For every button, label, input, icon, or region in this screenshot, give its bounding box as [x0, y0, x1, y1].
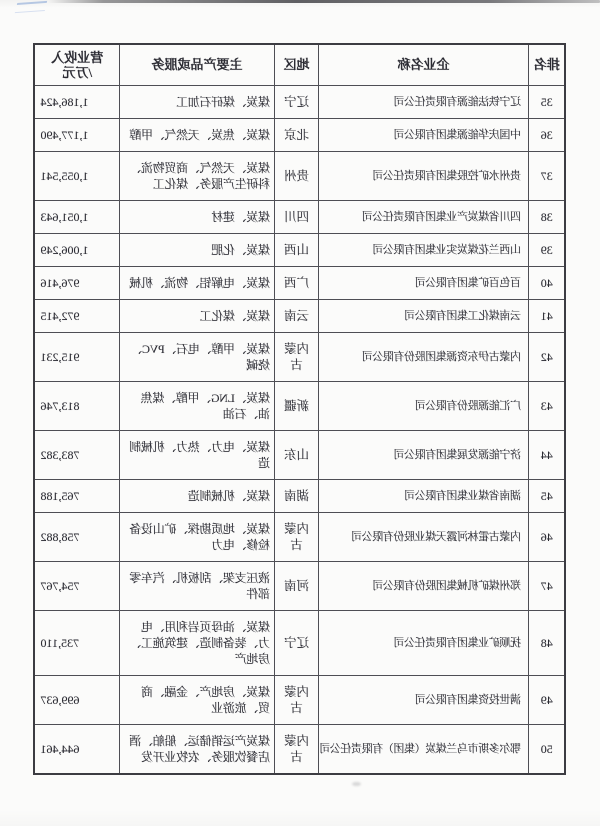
company-name-cell: 贵州水矿控股集团有限责任公司 [319, 152, 529, 201]
revenue-cell: 1,006,249 [35, 234, 120, 267]
region-cell: 内蒙古 [275, 676, 319, 725]
table-row [35, 86, 566, 119]
company-name-cell: 济宁能源发展集团有限公司 [319, 431, 529, 480]
company-name-cell: 湖南省煤业集团有限公司 [319, 480, 529, 513]
company-name-cell: 鄂尔多斯市乌兰煤炭（集团）有限责任公司 [319, 725, 529, 775]
company-name-cell: 四川省煤炭产业集团有限责任公司 [319, 201, 529, 234]
revenue-cell: 758,882 [35, 513, 120, 562]
company-name-cell: 山西兰花煤炭实业集团有限公司 [319, 234, 529, 267]
table-row [35, 611, 566, 676]
region-cell: 山东 [275, 431, 319, 480]
rank-cell: 40 [529, 267, 566, 300]
table-row [35, 234, 566, 267]
header-revenue-line2: /万元 [62, 65, 93, 80]
revenue-cell: 1,055,541 [35, 152, 120, 201]
table-row [35, 725, 566, 775]
rank-cell: 50 [529, 725, 566, 775]
rank-cell: 38 [529, 201, 566, 234]
region-cell: 四川 [275, 201, 319, 234]
products-cell: 煤炭、化肥 [120, 234, 275, 267]
region-cell: 新疆 [275, 382, 319, 431]
revenue-cell: 813,746 [35, 382, 120, 431]
rank-cell: 45 [529, 480, 566, 513]
products-cell: 煤炭、建材 [120, 201, 275, 234]
revenue-cell: 1,051,643 [35, 201, 120, 234]
products-cell: 煤炭、地质勘探、矿山设备检修、电力 [120, 513, 275, 562]
products-cell: 煤炭、LNG、甲醇、煤焦油、石油 [120, 382, 275, 431]
products-cell: 煤炭产运销储运、船舶、酒店餐饮服务、农牧业开发 [120, 725, 275, 775]
products-cell: 煤炭、甲醇、电石、PVC、烧碱 [120, 333, 275, 382]
company-name-cell: 内蒙古伊东资源集团股份有限公司 [319, 333, 529, 382]
header-revenue-line1: 营业收入 [51, 50, 104, 65]
products-cell: 液压支架、刮板机、汽车零部件 [120, 562, 275, 611]
region-cell: 辽宁 [275, 611, 319, 676]
table-row [35, 300, 566, 333]
region-cell: 辽宁 [275, 86, 319, 119]
rank-cell: 48 [529, 611, 566, 676]
rank-cell: 36 [529, 119, 566, 152]
rank-cell: 49 [529, 676, 566, 725]
revenue-cell: 976,416 [35, 267, 120, 300]
table-row [35, 431, 566, 480]
rank-cell: 39 [529, 234, 566, 267]
company-name-cell: 内蒙古霍林河露天煤业股份有限公司 [319, 513, 529, 562]
company-ranking-table [34, 43, 567, 775]
rank-cell: 42 [529, 333, 566, 382]
company-name-cell: 百色百矿集团有限公司 [319, 267, 529, 300]
region-cell: 云南 [275, 300, 319, 333]
header-company: 企业名称 [319, 44, 529, 86]
products-cell: 煤炭、机械制造 [120, 480, 275, 513]
region-cell: 内蒙古 [275, 333, 319, 382]
rank-cell: 43 [529, 382, 566, 431]
revenue-cell: 765,188 [35, 480, 120, 513]
table-row [35, 267, 566, 300]
table-row [35, 201, 566, 234]
table-row [35, 119, 566, 152]
rank-cell: 46 [529, 513, 566, 562]
table-row [35, 152, 566, 201]
region-cell: 内蒙古 [275, 513, 319, 562]
table-body [35, 86, 566, 775]
company-name-cell: 抚顺矿业集团有限责任公司 [319, 611, 529, 676]
region-cell: 广西 [275, 267, 319, 300]
revenue-cell: 699,637 [35, 676, 120, 725]
rank-cell: 35 [529, 86, 566, 119]
revenue-cell: 1,186,424 [35, 86, 120, 119]
products-cell: 煤炭、房地产、金融、商贸、旅游业 [120, 676, 275, 725]
table-row [35, 676, 566, 725]
rank-cell: 37 [529, 152, 566, 201]
table-row [35, 333, 566, 382]
products-cell: 煤炭、电力、热力、机械制造 [120, 431, 275, 480]
revenue-cell: 972,415 [35, 300, 120, 333]
region-cell: 内蒙古 [275, 725, 319, 775]
revenue-cell: 644,461 [35, 725, 120, 775]
products-cell: 煤炭、天然气、商贸物流、科研生产服务、煤化工 [120, 152, 275, 201]
company-name-cell: 郑州煤矿机械集团股份有限公司 [319, 562, 529, 611]
products-cell: 煤炭、煤化工 [120, 300, 275, 333]
products-cell: 煤炭、焦炭、天然气、甲醇 [120, 119, 275, 152]
revenue-cell: 735,110 [35, 611, 120, 676]
header-region: 地区 [275, 44, 319, 86]
table-row [35, 513, 566, 562]
header-products: 主要产品或服务 [120, 44, 275, 86]
company-name-cell: 满世投资集团有限公司 [319, 676, 529, 725]
revenue-cell: 783,382 [35, 431, 120, 480]
products-cell: 煤炭、电解铝、物流、机械 [120, 267, 275, 300]
products-cell: 煤炭、油母页岩利用、电力、装备制造、建筑施工、房地产 [120, 611, 275, 676]
header-row [35, 44, 566, 86]
region-cell: 贵州 [275, 152, 319, 201]
company-name-cell: 广汇能源股份有限公司 [319, 382, 529, 431]
revenue-cell: 1,177,490 [35, 119, 120, 152]
region-cell: 湖南 [275, 480, 319, 513]
region-cell: 河南 [275, 562, 319, 611]
header-revenue [35, 44, 120, 86]
revenue-cell: 754,767 [35, 562, 120, 611]
header-rank: 排名 [529, 44, 566, 86]
region-cell: 山西 [275, 234, 319, 267]
products-cell: 煤炭、煤矸石加工 [120, 86, 275, 119]
revenue-cell: 915,231 [35, 333, 120, 382]
company-name-cell: 中国庆华能源集团有限公司 [319, 119, 529, 152]
region-cell: 北京 [275, 119, 319, 152]
company-name-cell: 辽宁铁法能源有限责任公司 [319, 86, 529, 119]
table-row [35, 480, 566, 513]
table-row [35, 382, 566, 431]
rank-cell: 44 [529, 431, 566, 480]
company-name-cell: 云南煤化工集团有限公司 [319, 300, 529, 333]
rank-cell: 47 [529, 562, 566, 611]
table-row [35, 562, 566, 611]
rank-cell: 41 [529, 300, 566, 333]
